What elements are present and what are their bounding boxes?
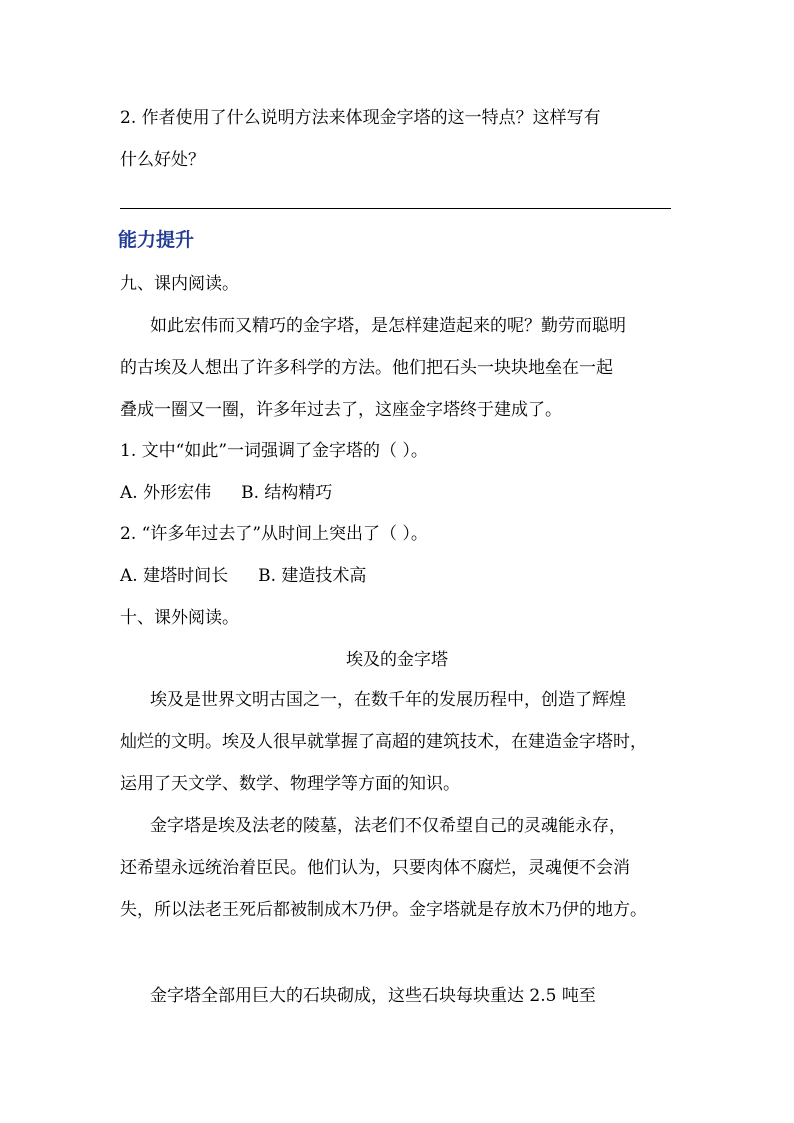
option-a[interactable]: A. 外形宏伟 (120, 483, 212, 503)
part-9-question-1: 1. 文中“如此”一词强调了金字塔的（ ）。 (120, 441, 428, 461)
para-3-line-1: 金字塔全部用巨大的石块砌成，这些石块每块重达 2.5 吨至 (150, 986, 596, 1006)
option-b[interactable]: B. 结构精巧 (241, 483, 333, 503)
option-a[interactable]: A. 建塔时间长 (120, 566, 229, 586)
part-9-question-1-options (120, 481, 680, 505)
para-1-line-1: 埃及是世界文明古国之一，在数千年的发展历程中，创造了辉煌 (150, 690, 626, 710)
question-2-line-2: 什么好处？ (120, 150, 205, 170)
part-9-title: 九、课内阅读。 (120, 274, 239, 294)
passage-line-3: 叠成一圈又一圈，许多年过去了，这座金字塔终于建成了。 (120, 400, 562, 420)
para-1-line-2: 灿烂的文明。埃及人很早就掌握了高超的建筑技术，在建造金字塔时， (120, 732, 647, 752)
para-1-line-3: 运用了天文学、数学、物理学等方面的知识。 (120, 774, 460, 794)
part-9-question-2: 2. “许多年过去了”从时间上突出了（ ）。 (120, 524, 428, 544)
question-2-line-1: 2. 作者使用了什么说明方法来体现金字塔的这一特点？这样写有 (120, 108, 601, 128)
para-2-line-1: 金字塔是埃及法老的陵墓，法老们不仅希望自己的灵魂能永存， (150, 816, 626, 836)
part-9-question-2-options (120, 564, 680, 588)
article-title: 埃及的金字塔 (346, 650, 448, 670)
para-2-line-3: 失，所以法老王死后都被制成木乃伊。金字塔就是存放木乃伊的地方。 (120, 900, 647, 920)
para-2-line-2: 还希望永远统治着臣民。他们认为，只要肉体不腐烂，灵魂便不会消 (120, 858, 630, 878)
passage-line-2: 的古埃及人想出了许多科学的方法。他们把石头一块块地垒在一起 (120, 358, 613, 378)
part-10-title: 十、课外阅读。 (120, 608, 239, 628)
answer-rule (120, 208, 671, 209)
option-b[interactable]: B. 建造技术高 (258, 566, 367, 586)
passage-line-1: 如此宏伟而又精巧的金字塔，是怎样建造起来的呢？勤劳而聪明 (150, 316, 626, 336)
section-heading: 能力提升 (118, 229, 195, 251)
